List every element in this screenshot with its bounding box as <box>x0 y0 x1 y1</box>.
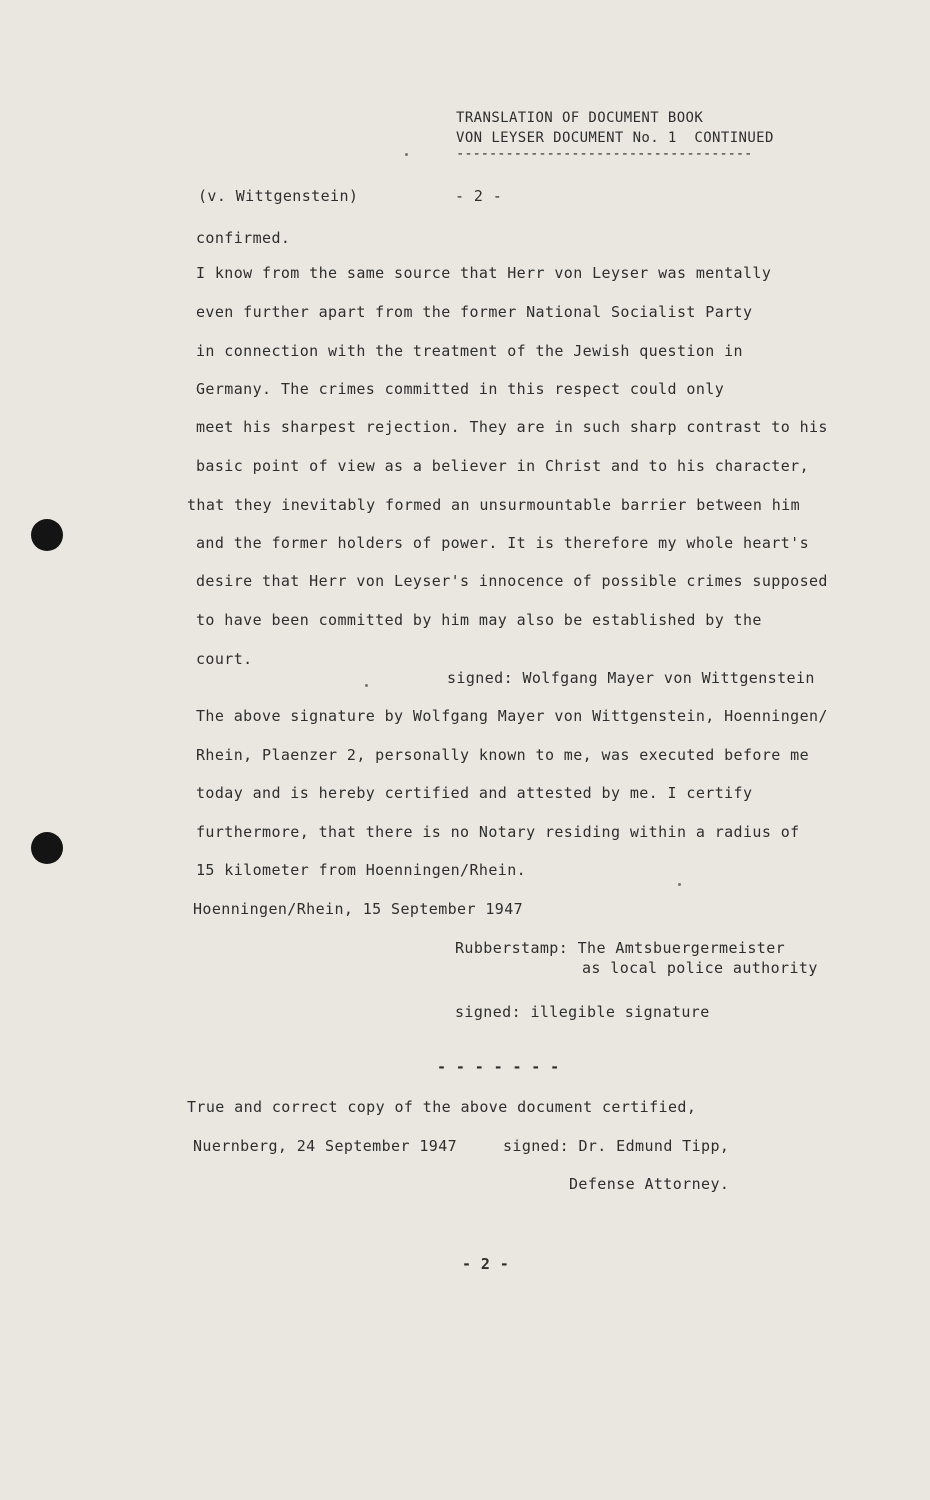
place-date: Hoenningen/Rhein, 15 September 1947 <box>193 900 524 918</box>
body-line: and the former holders of power. It is therefore my whole heart's <box>196 534 809 552</box>
body-line: in connection with the treatment of the Jewish question in <box>196 342 743 360</box>
body-line: court. <box>196 650 253 668</box>
body-line: basic point of view as a believer in Christ and to his character, <box>196 457 809 475</box>
footer-page-number: - 2 - <box>462 1255 510 1273</box>
attestation-line: today and is hereby certified and attested by me. I certify <box>196 784 753 802</box>
paper-speck <box>405 153 408 156</box>
body-line: desire that Herr von Leyser's innocence of possible crimes supposed <box>196 572 828 590</box>
body-line: Germany. The crimes committed in this respect could only <box>196 380 725 398</box>
certification-signed: signed: Dr. Edmund Tipp, <box>503 1137 730 1155</box>
certification-title: Defense Attorney. <box>569 1175 730 1193</box>
attestation-line: 15 kilometer from Hoenningen/Rhein. <box>196 861 527 879</box>
punch-hole-bottom <box>31 832 63 864</box>
attestation-line: The above signature by Wolfgang Mayer von Wittgenstein, Hoenningen/ <box>196 707 828 725</box>
body-line: to have been committed by him may also be established by the <box>196 611 762 629</box>
header-rule: ------------------------------------ <box>456 146 753 162</box>
certification-place-date: Nuernberg, 24 September 1947 <box>193 1137 458 1155</box>
attestation-line: Rhein, Plaenzer 2, personally known to me, was executed before me <box>196 746 809 764</box>
attestation-line: furthermore, that there is no Notary residing within a radius of <box>196 823 800 841</box>
body-line: even further apart from the former National Socialist Party <box>196 303 753 321</box>
signature-line: signed: Wolfgang Mayer von Wittgenstein <box>447 669 815 687</box>
paper-speck <box>678 883 681 886</box>
rubberstamp-line: Rubberstamp: The Amtsbuergermeister <box>455 939 786 957</box>
header-title: TRANSLATION OF DOCUMENT BOOK <box>456 110 704 126</box>
section-separator: - - - - - - - <box>437 1058 560 1076</box>
body-line: that they inevitably formed an unsurmountable barrier between him <box>187 496 800 514</box>
page-marker: - 2 - <box>455 187 503 205</box>
rubberstamp-authority: as local police authority <box>582 959 818 977</box>
body-line: confirmed. <box>196 229 291 247</box>
body-line: meet his sharpest rejection. They are in such sharp contrast to his <box>196 418 828 436</box>
illegible-signature: signed: illegible signature <box>455 1003 710 1021</box>
paper-speck <box>365 684 368 687</box>
author-name: (v. Wittgenstein) <box>198 187 359 205</box>
punch-hole-top <box>31 519 63 551</box>
header-subtitle: VON LEYSER DOCUMENT No. 1 CONTINUED <box>456 130 774 146</box>
body-line: I know from the same source that Herr von Leyser was mentally <box>196 264 772 282</box>
certification-line: True and correct copy of the above document certified, <box>187 1098 697 1116</box>
